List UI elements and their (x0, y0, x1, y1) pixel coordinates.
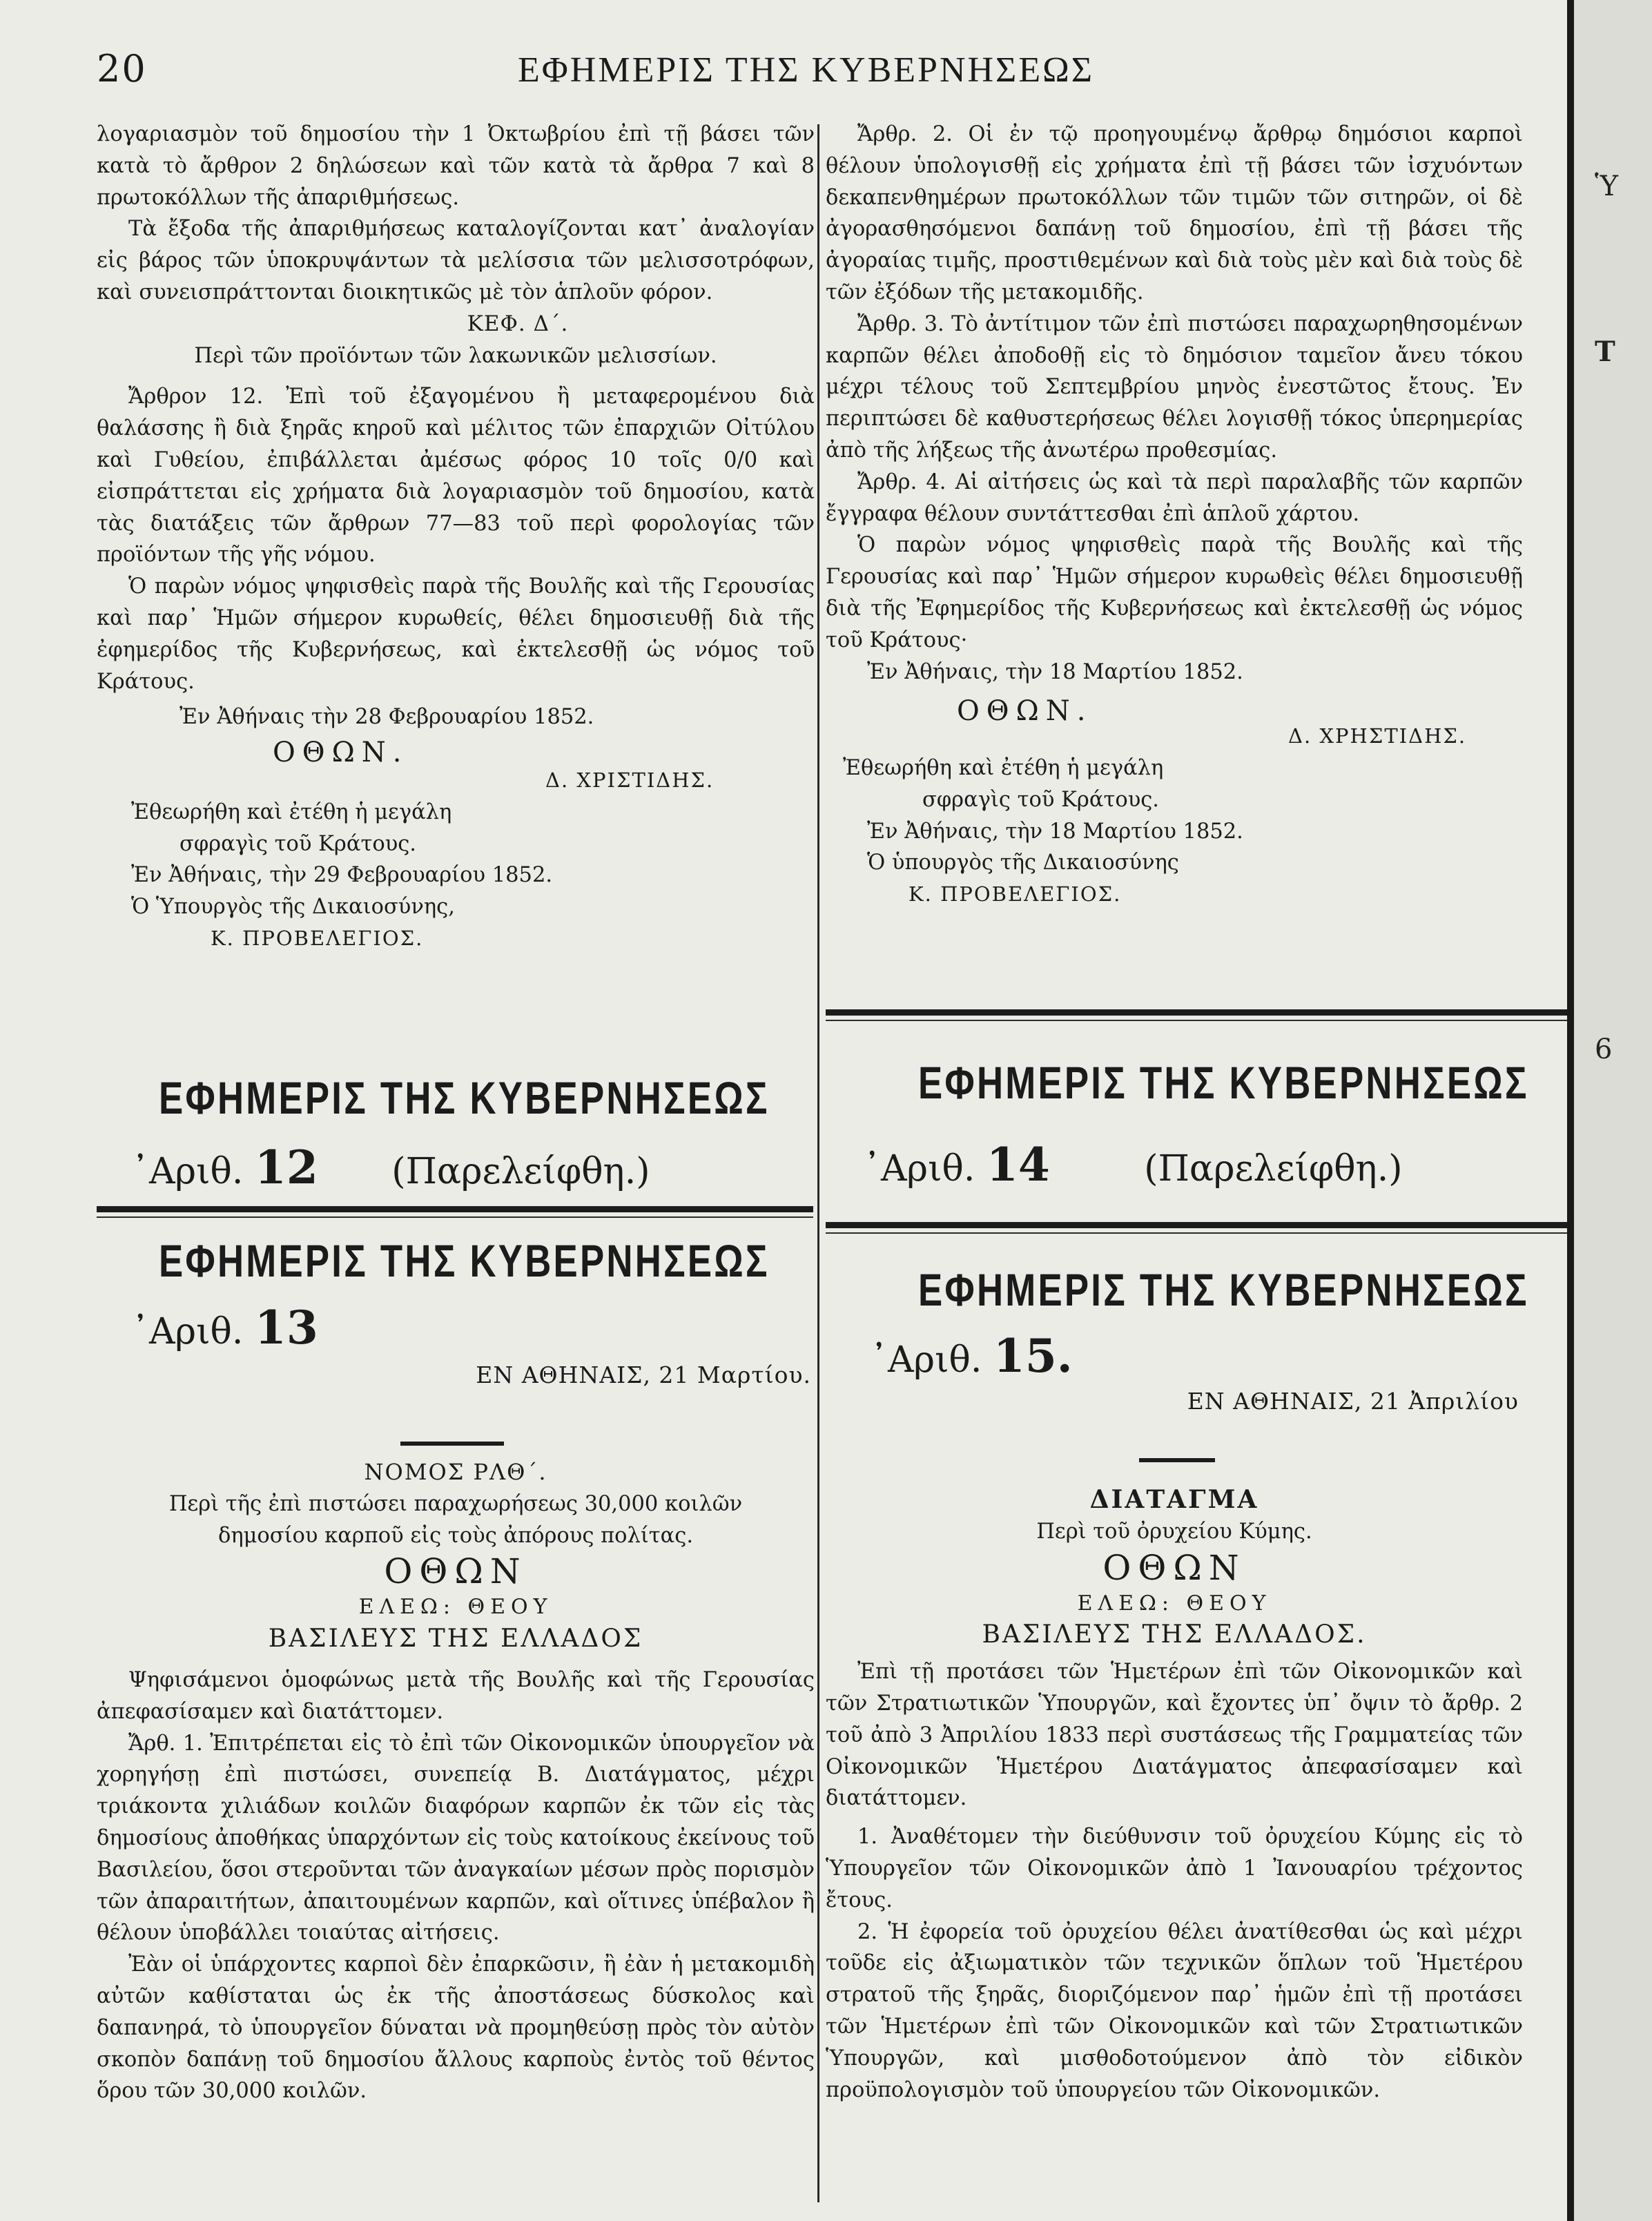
article-paragraph: Ἄρθρ. 3. Τὸ ἀντίτιμον τῶν ἐπὶ πιστώσει παραχωρηθησομένων καρπῶν θέλει ἀποδοθῇ εἰς τὸ δημόσιον ταμεῖον ἄνευ τόκου μέχρι τέλους τοῦ Σεπτεμβρίου μηνὸς ἐνεστῶτος ἔτους. Ἐν περιπτώσει δὲ καθυστερήσεως θέλει λογισθῇ τόκος ὑπερημερίας ἀπὸ τῆς λήξεως τῆς ἀνωτέρω προθεσμίας. (826, 311, 1523, 463)
gazette-title: ΕΦΗΜΕΡΙΣ ΤΗΣ ΚΥΒΕΡΝΗΣΕΩΣ (159, 1235, 770, 1286)
section-rule (826, 1020, 1567, 1021)
king-name: ΟΘΩΝ (384, 1551, 527, 1592)
issue-number-line (131, 1141, 650, 1194)
king-name: ΟΘΩΝ (1102, 1547, 1246, 1588)
law-heading: ΝΟΜΟΣ ΡΛΘ΄. (364, 1459, 547, 1485)
chapter-title: Περὶ τῶν προϊόντων τῶν λακωνικῶν μελισσίων. (194, 343, 717, 368)
king-signature: ΟΘΩΝ. (273, 737, 409, 769)
section-rule (826, 1009, 1567, 1016)
dateline: ΕΝ ΑΘΗΝΑΙΣ, 21 Μαρτίου. (476, 1361, 811, 1388)
issue-label: ᾽Αριθ. (870, 1339, 982, 1381)
left-column (97, 119, 815, 955)
gazette-title: ΕΦΗΜΕΡΙΣ ΤΗΣ ΚΥΒΕΡΝΗΣΕΩΣ (918, 1264, 1529, 1315)
justice-minister-name: Κ. ΠΡΟΒΕΛΕΓΙΟΣ. (211, 926, 424, 950)
law-paragraph: Ἐὰν οἱ ὑπάρχοντες καρποὶ δὲν ἐπαρκῶσιν, ἢ ἐὰν ἡ μετακομιδὴ αὐτῶν καθίσταται ὡς ἐκ τῆς ἀποστάσεως δύσκολος καὶ δαπανηρά, τὸ ὑπουργεῖον δύναται νὰ προμηθεύσῃ πρὸς τὸν αὐτὸν σκοπὸν δαπάνῃ τοῦ δημοσίου ἄλλους καρποὺς ἐντὸς τοῦ θέντος ὅρου τῶν 30,000 κοιλῶν. (97, 1952, 815, 2104)
law-subject: Περὶ τῆς ἐπὶ πιστώσει παραχωρήσεως 30,000 κοιλῶν δημοσίου καρποῦ εἰς τοὺς ἀπόρους πολίτας. (168, 1491, 743, 1548)
decree-subject: Περὶ τοῦ ὀρυχείου Κύμης. (1036, 1519, 1312, 1544)
right-column (826, 119, 1523, 911)
law-13 (97, 1457, 815, 2107)
edge-fragment: Ὑ (1595, 171, 1619, 202)
seal-line: Ἐθεωρήθη καὶ ἐτέθη ἡ μεγάλη (843, 755, 1164, 780)
section-rule (97, 1206, 813, 1212)
decree-paragraph: 2. Ἡ ἐφορεία τοῦ ὀρυχείου θέλει ἀνατίθεσθαι ὡς καὶ μέχρι τοῦδε εἰς ἀξιωματικὸν τῶν τεχνικῶν ὅπλων τοῦ Ἡμετέρου στρατοῦ τῆς ξηρᾶς, διοριζόμενον παρ᾽ ἡμῶν ἐπὶ τῇ προτάσει τῶν Ἡμετέρων ἐπὶ τῶν Οἰκονομικῶν καὶ τῶν Στρατιωτικῶν Ὑπουργῶν, καὶ μισθοδοτούμενον ἀπὸ τὸν εἰδικὸν προϋπολογισμὸν τοῦ ὑπουργείου τῶν Οἰκονομικῶν. (826, 1919, 1523, 2102)
gazette-title: ΕΦΗΜΕΡΙΣ ΤΗΣ ΚΥΒΕΡΝΗΣΕΩΣ (918, 1057, 1529, 1108)
king-signature: ΟΘΩΝ. (957, 695, 1093, 728)
signature-date: Ἐν Ἀθήναις, τὴν 18 Μαρτίου 1852. (867, 659, 1243, 684)
enactment-paragraph: Ὁ παρὼν νόμος ψηφισθεὶς παρὰ τῆς Βουλῆς καὶ τῆς Γερουσίας καὶ παρ᾽ Ἡμῶν σήμερον κυρωθείς, θέλει δημοσιευθῇ διὰ τῆς ἐφημερίδος τῆς Κυβερνήσεως, καὶ ἐκτελεσθῇ ὡς νόμος τοῦ Κράτους. (97, 574, 815, 694)
seal-date: Ἐν Ἀθήναις, τὴν 29 Φεβρουαρίου 1852. (131, 863, 553, 888)
edge-fragments (1595, 0, 1650, 2221)
page-number: 20 (97, 47, 147, 90)
justice-minister-title: Ὁ ὑπουργὸς τῆς Δικαιοσύνης (867, 851, 1179, 875)
issue-number-line (131, 1301, 318, 1355)
decree-paragraph: Ἐπὶ τῇ προτάσει τῶν Ἡμετέρων ἐπὶ τῶν Οἰκονομικῶν καὶ τῶν Στρατιωτικῶν Ὑπουργῶν, καὶ ἔχοντες ὑπ᾽ ὄψιν τὸ ἄρθρ. 2 τοῦ ἀπὸ 3 Ἀπριλίου 1833 περὶ συστάσεως τῆς Γραμματείας τῶν Οἰκονομικῶν Ἡμετέρου Διατάγματος ἀπεφασίσαμεν καὶ διατάττομεν. (826, 1660, 1523, 1811)
edge-fragment: 6 (1595, 1034, 1613, 1065)
by-grace: ΕΛΕΩ: ΘΕΟΥ (1077, 1591, 1272, 1616)
issue-label: ᾽Αριθ. (863, 1148, 975, 1190)
decree-paragraph: 1. Ἀναθέτομεν τὴν διεύθυνσιν τοῦ ὀρυχείου Κύμης εἰς τὸ Ὑπουργεῖον τῶν Οἰκονομικῶν ἀπὸ 1 Ἰανουαρίου τρέχοντος ἔτους. (826, 1825, 1523, 1912)
issue-label: ᾽Αριθ. (131, 1151, 244, 1192)
decree-15 (826, 1484, 1523, 2106)
law-paragraph: Ψηφισάμενοι ὁμοφώνως μετὰ τῆς Βουλῆς καὶ τῆς Γερουσίας ἀπεφασίσαμεν καὶ διατάττομεν. (97, 1667, 815, 1724)
gazette-14-block (918, 1056, 1567, 1109)
king-of-greece: ΒΑΣΙΛΕΥΣ ΤΗΣ ΕΛΛΑΔΟΣ. (982, 1620, 1367, 1649)
issue-number: 15. (993, 1329, 1073, 1383)
article-paragraph: Ἄρθρ. 2. Οἱ ἐν τῷ προηγουμένῳ ἄρθρῳ δημόσιοι καρποὶ θέλουν ὑπολογισθῇ εἰς χρήματα ἐπὶ τῇ βάσει τῶν ἰσχυόντων δεκαπενθημέρων πρωτοκόλλων τῶν τιμῶν τῶν σιτηρῶν, οἱ δὲ ἀγορασθησόμενοι δαπάνῃ τοῦ δημοσίου, ἐπὶ τῇ βάσει τῆς ἀγοραίας τιμῆς, προστιθεμένων καὶ διὰ τοὺς μὲν καὶ διὰ τοὺς δὲ τῶν ἐξόδων τῆς μετακομιδῆς. (826, 122, 1523, 304)
article-paragraph: Ἄρθρ. 4. Αἱ αἰτήσεις ὡς καὶ τὰ περὶ παραλαβῆς τῶν καρπῶν ἔγγραφα θέλουν συντάττεσθαι ἐπὶ ἁπλοῦ χάρτου. (826, 469, 1523, 526)
section-rule (97, 1216, 813, 1218)
column-divider (817, 124, 819, 2202)
issue-label: ᾽Αριθ. (131, 1311, 244, 1352)
issue-number: 12 (254, 1141, 318, 1194)
seal-line: σφραγὶς τοῦ Κράτους. (922, 787, 1160, 812)
section-rule (826, 1222, 1567, 1228)
chapter-heading: ΚΕΦ. Δ΄. (467, 311, 569, 336)
running-title: ΕΦΗΜΕΡΙΣ ΤΗΣ ΚΥΒΕΡΝΗΣΕΩΣ (518, 50, 1094, 90)
gazette-title: ΕΦΗΜΕΡΙΣ ΤΗΣ ΚΥΒΕΡΝΗΣΕΩΣ (159, 1072, 770, 1123)
article-paragraph: Ἄρθρον 12. Ἐπὶ τοῦ ἐξαγομένου ἢ μεταφερομένου διὰ θαλάσσης ἢ διὰ ξηρᾶς κηροῦ καὶ μέλιτος τῶν ἐπαρχιῶν Οἰτύλου καὶ Γυθείου, ἐπιβάλλεται ἀμέσως φόρος 10 τοῖς 0/0 καὶ εἰσπράττεται εἰς χρήματα διὰ λογαριασμὸν τοῦ δημοσίου, κατὰ τὰς διατάξεις τῶν ἄρθρων 77—83 τοῦ περὶ φορολογίας τῶν προϊόντων τῆς γῆς νόμου. (97, 385, 815, 568)
law-paragraph: Ἄρθ. 1. Ἐπιτρέπεται εἰς τὸ ἐπὶ τῶν Οἰκονομικῶν ὑπουργεῖον νὰ χορηγήσῃ ἐπὶ πιστώσει, συνεπείᾳ Β. Διατάγματος, μέχρι τριάκοντα χιλιάδων κοιλῶν διαφόρων καρπῶν ἐκ τῶν εἰς τὰς δημοσίους ἀποθήκας ὑπαρχόντων εἰς τοὺς κατοίκους ἐκείνους τοῦ Βασιλείου, ὅσοι στεροῦνται τῶν ἀναγκαίων μέσων πρὸς πορισμὸν τῶν ἀπαραιτήτων, ἀπαιτουμένων καρπῶν, καὶ οἵτινες ὑπέβαλον ἢ θέλουν ὑποβάλλει τοιαύτας αἰτήσεις. (97, 1731, 815, 1946)
enactment-paragraph: Ὁ παρὼν νόμος ψηφισθεὶς παρὰ τῆς Βουλῆς καὶ τῆς Γερουσίας καὶ παρ᾽ Ἡμῶν σήμερον κυρωθεὶς θέλει δημοσιευθῇ διὰ τῆς Ἐφημερίδος τῆς Κυβερνήσεως καὶ ἐκτελεσθῇ ὡς νόμος τοῦ Κράτους· (826, 533, 1523, 652)
justice-minister-name: Κ. ΠΡΟΒΕΛΕΓΙΟΣ. (908, 882, 1122, 906)
omitted-note: (Παρελείφθη.) (1144, 1148, 1403, 1190)
justice-minister-title: Ὁ Ὑπουργὸς τῆς Δικαιοσύνης, (131, 895, 455, 920)
minister-signature: Δ. ΧΡΙΣΤΙΔΗΣ. (545, 768, 715, 792)
issue-number: 13 (254, 1301, 318, 1355)
gazette-13-block (159, 1234, 808, 1287)
seal-line: Ἐθεωρήθη καὶ ἐτέθη ἡ μεγάλη (131, 799, 452, 824)
by-grace: ΕΛΕΩ: ΘΕΟΥ (358, 1595, 553, 1620)
short-rule (400, 1442, 504, 1446)
issue-number-line (863, 1138, 1403, 1192)
decree-heading: ΔΙΑΤΑΓΜΑ (1089, 1485, 1259, 1514)
king-of-greece: ΒΑΣΙΛΕΥΣ ΤΗΣ ΕΛΛΑΔΟΣ (268, 1624, 643, 1653)
seal-date: Ἐν Ἀθήναις, τὴν 18 Μαρτίου 1852. (867, 819, 1243, 844)
signature-date: Ἐν Ἀθήναις τὴν 28 Φεβρουαρίου 1852. (179, 705, 594, 730)
gazette-15-block (918, 1263, 1567, 1316)
short-rule (1139, 1458, 1215, 1462)
section-rule (826, 1232, 1567, 1234)
edge-fragment: Τ (1595, 336, 1615, 368)
adjacent-page-edge (1567, 0, 1652, 2221)
omitted-note: (Παρελείφθη.) (391, 1151, 650, 1192)
issue-number-line (870, 1329, 1073, 1383)
issue-number: 14 (986, 1138, 1050, 1192)
minister-signature: Δ. ΧΡΗΣΤΙΔΗΣ. (1288, 724, 1467, 748)
dateline: ΕΝ ΑΘΗΝΑΙΣ, 21 Ἀπριλίου (1187, 1388, 1519, 1415)
intro-paragraph: λογαριασμὸν τοῦ δημοσίου τὴν 1 Ὀκτωβρίου ἐπὶ τῇ βάσει τῶν κατὰ τὸ ἄρθρον 2 δηλώσεων καὶ τῶν κατὰ τὰ ἄρθρα 7 καὶ 8 πρωτοκόλλων τῆς ἀπαριθμήσεως. (97, 122, 815, 210)
intro-paragraph: Τὰ ἔξοδα τῆς ἀπαριθμήσεως καταλογίζονται κατ᾽ ἀναλογίαν εἰς βάρος τῶν ὑποκρυψάντων τὰ μελίσσια τῶν μελισσοτρόφων, καὶ συνεισπράττονται διοικητικῶς μὲ τὸν ἁπλοῦν φόρον. (97, 217, 815, 304)
gazette-12-block (159, 1071, 808, 1124)
seal-line: σφραγὶς τοῦ Κράτους. (179, 831, 417, 856)
